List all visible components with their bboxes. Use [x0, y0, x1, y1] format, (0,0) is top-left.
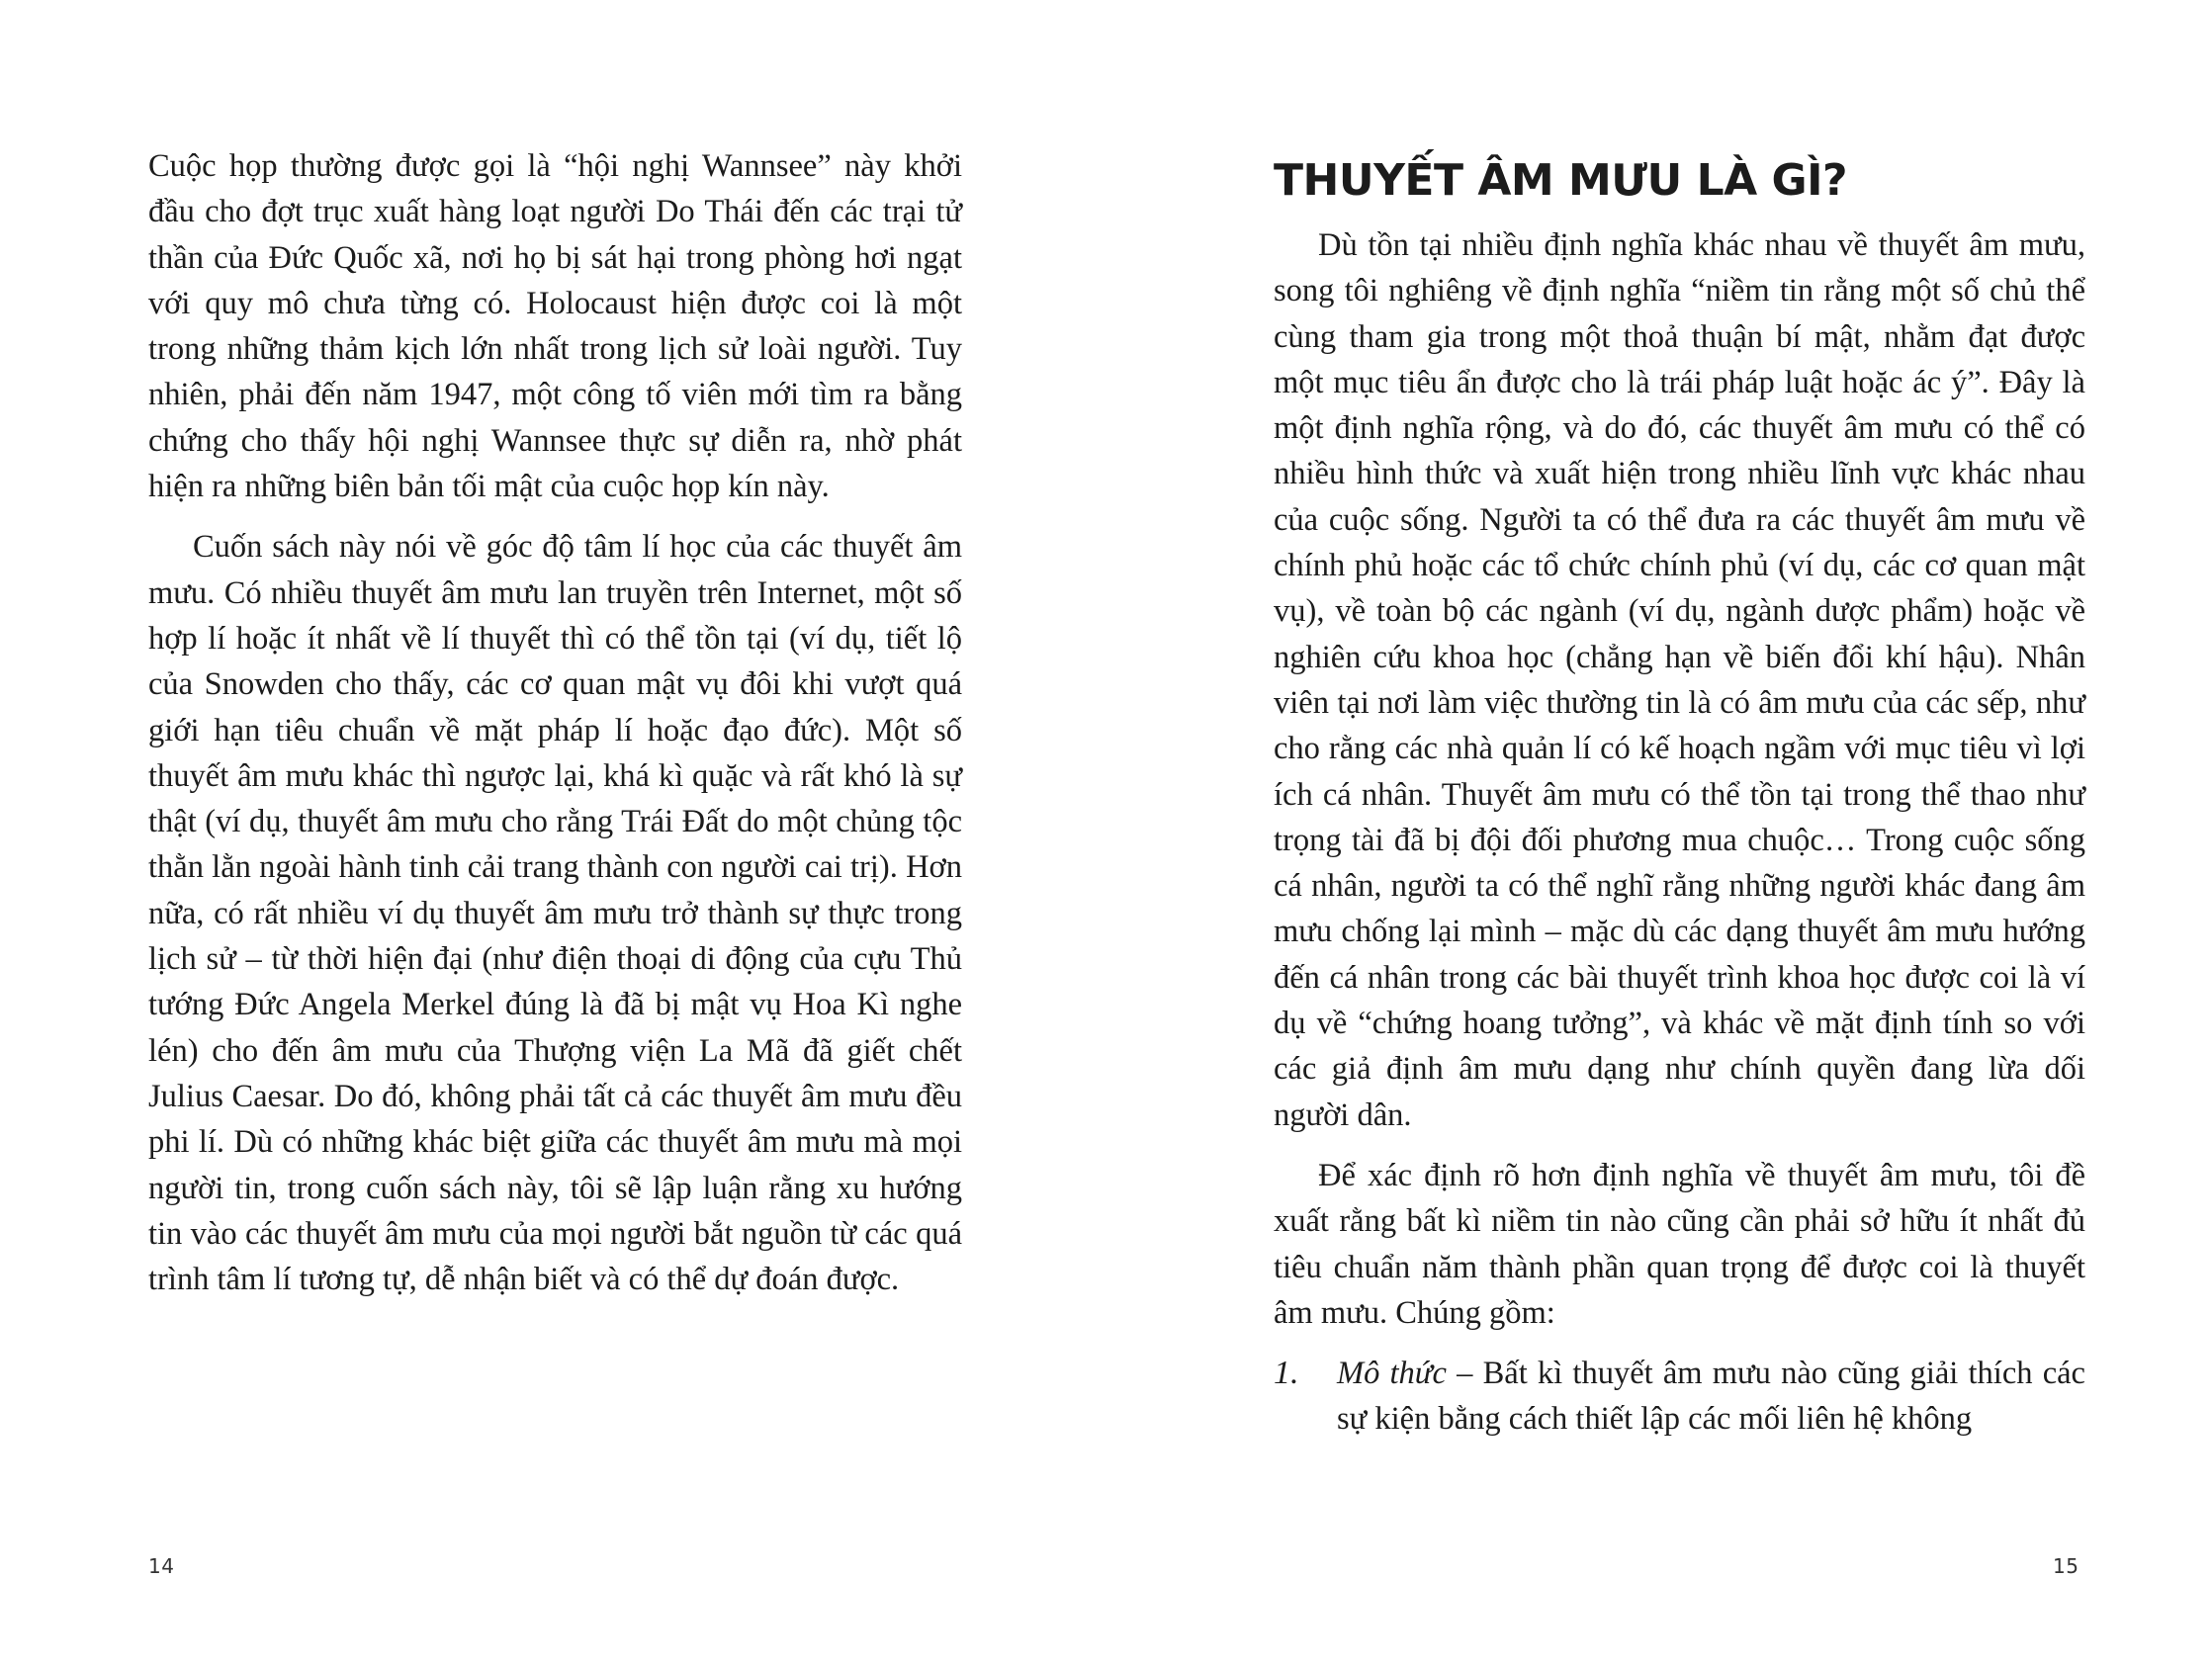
list-item-body: [1337, 1351, 2085, 1443]
list-term: Mô thức: [1337, 1356, 1447, 1392]
body-paragraph: Dù tồn tại nhiều định nghĩa khác nhau về thuyết âm mưu, song tôi nghiêng về định nghĩa “niềm tin rằng một số chủ thể cùng tham gia trong một thoả thuận bí mật, nhằm đạt được một mục tiêu ẩn được cho là trái pháp luật hoặc ác ý”. Đây là một định nghĩa rộng, và do đó, các thuyết âm mưu có thể có nhiều hình thức và xuất hiện trong nhiều lĩnh vực khác nhau của cuộc sống. Người ta có thể đưa ra các thuyết âm mưu về chính phủ hoặc các tổ chức chính phủ (ví dụ, các cơ quan mật vụ), về toàn bộ các ngành (ví dụ, ngành dược phẩm) hoặc về nghiên cứu khoa học (chẳng hạn về biến đổi khí hậu). Nhân viên tại nơi làm việc thường tin là có âm mưu của các sếp, như cho rằng các nhà quản lí có kế hoạch ngầm với mục tiêu vì lợi ích cá nhân. Thuyết âm mưu có thể tồn tại trong thể thao như trọng tài đã bị đội đối phương mua chuộc… Trong cuộc sống cá nhân, người ta có thể nghĩ rằng những người khác đang âm mưu chống lại mình – mặc dù các dạng thuyết âm mưu hướng đến cá nhân trong các bài thuyết trình khoa học được coi là ví dụ về “chứng hoang tưởng”, và khác về mặt định tính so với các giả định âm mưu dạng như chính quyền đang lừa dối người dân.: [1274, 227, 2085, 1133]
page-number: 14: [148, 1554, 175, 1578]
body-paragraph: Cuốn sách này nói về góc độ tâm lí học của các thuyết âm mưu. Có nhiều thuyết âm mưu lan truyền trên Internet, một số hợp lí hoặc ít nhất về lí thuyết thì có thể tồn tại (ví dụ, tiết lộ của Snowden cho thấy, các cơ quan mật vụ đôi khi vượt quá giới hạn tiêu chuẩn về mặt pháp lí hoặc đạo đức). Một số thuyết âm mưu khác thì ngược lại, khá kì quặc và rất khó là sự thật (ví dụ, thuyết âm mưu cho rằng Trái Đất do một chủng tộc thằn lằn ngoài hành tinh cải trang thành con người cai trị). Hơn nữa, có rất nhiều ví dụ thuyết âm mưu trở thành sự thực trong lịch sử – từ thời hiện đại (như điện thoại di động của cựu Thủ tướng Đức Angela Merkel đúng là đã bị mật vụ Hoa Kì nghe lén) cho đến âm mưu của Thượng viện La Mã đã giết chết Julius Caesar. Do đó, không phải tất cả các thuyết âm mưu đều phi lí. Dù có những khác biệt giữa các thuyết âm mưu mà mọi người tin, trong cuốn sách này, tôi sẽ lập luận rằng xu hướng tin vào các thuyết âm mưu của mọi người bắt nguồn từ các quá trình tâm lí tương tự, dễ nhận biết và có thể dự đoán được.: [148, 529, 962, 1298]
body-paragraph: Để xác định rõ hơn định nghĩa về thuyết âm mưu, tôi đề xuất rằng bất kì niềm tin nào cũng cần phải sở hữu ít nhất đủ tiêu chuẩn năm thành phần quan trọng để được coi là thuyết âm mưu. Chúng gồm:: [1274, 1157, 2085, 1331]
body-paragraph: Cuộc họp thường được gọi là “hội nghị Wannsee” này khởi đầu cho đợt trục xuất hàng loạt người Do Thái đến các trại tử thần của Đức Quốc xã, nơi họ bị sát hại trong phòng hơi ngạt với quy mô chưa từng có. Holocaust hiện được coi là một trong những thảm kịch lớn nhất trong lịch sử loài người. Tuy nhiên, phải đến năm 1947, một công tố viên mới tìm ra bằng chứng cho thấy hội nghị Wannsee thực sự diễn ra, nhờ phát hiện ra những biên bản tối mật của cuộc họp kín này.: [148, 148, 962, 505]
list-number: 1.: [1274, 1355, 1299, 1392]
right-page: [1106, 0, 2212, 1667]
right-page-body: [1274, 222, 2085, 1443]
list-item: [1274, 1351, 2085, 1443]
page-number: 15: [2053, 1554, 2079, 1578]
left-page-body: [148, 143, 962, 1317]
section-heading: THUYẾT ÂM MƯU LÀ GÌ?: [1274, 155, 1847, 206]
list-text: – Bất kì thuyết âm mưu nào cũng giải thích các sự kiện bằng cách thiết lập các mối liên hệ không: [1337, 1356, 2085, 1438]
